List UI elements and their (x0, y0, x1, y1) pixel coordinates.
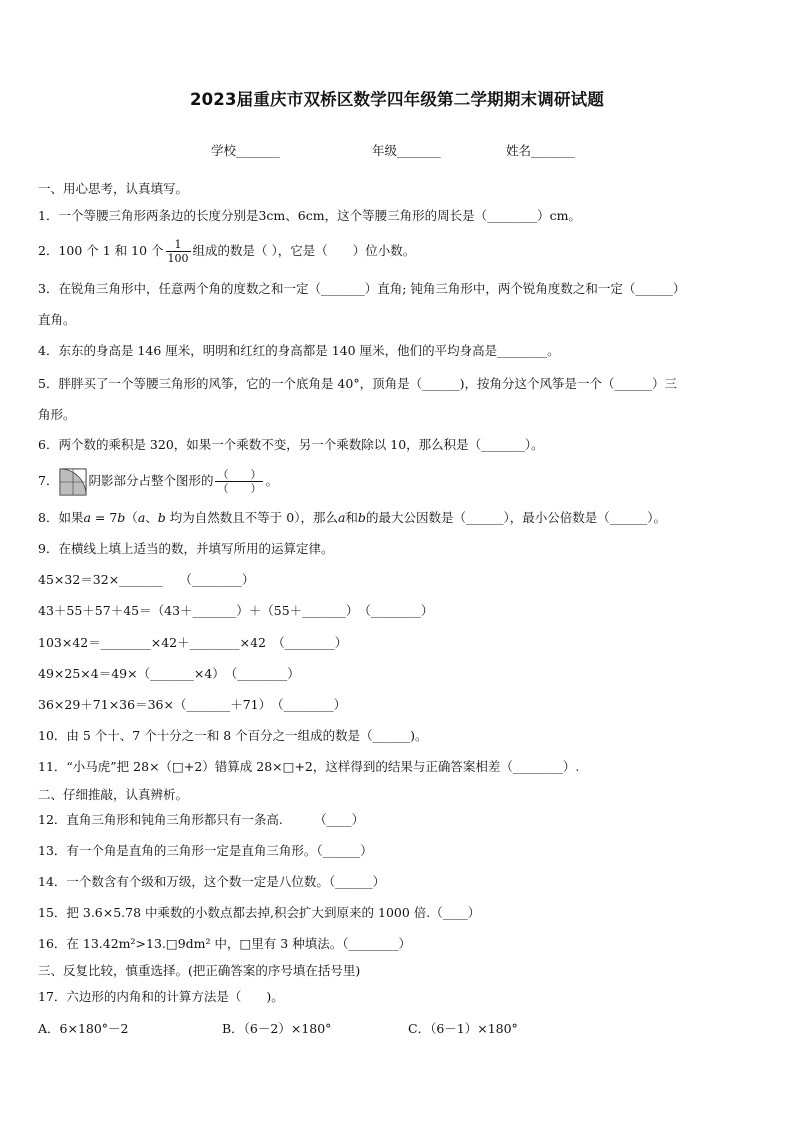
question-7-number: 7． (38, 473, 59, 488)
page-title: 2023届重庆市双桥区数学四年级第二学期期末调研试题 (189, 90, 605, 109)
question-10: 10．由 5 个十、7 个十分之一和 8 个百分之一组成的数是（______)。 (38, 728, 428, 743)
q8-text-4: 均为自然数且不等于 0），那么 (165, 510, 338, 525)
question-14: 14．一个数含有个级和万级，这个数一定是八位数。（______） (38, 874, 386, 889)
question-2-pre: 2．100 个 1 和 10 个 (38, 243, 164, 258)
var-a: a (83, 510, 91, 525)
question-9-item-2: 43＋55＋57＋45＝（43＋_______）＋（55＋_______） （________） (38, 603, 434, 618)
question-17: 17．六边形的内角和的计算方法是（ )。 (38, 989, 284, 1004)
question-9-item-4: 49×25×4＝49×（_______×4） （________） (38, 666, 300, 681)
q8-text-1: 8．如果 (38, 510, 84, 525)
question-5-line-2: 角形。 (38, 407, 76, 422)
question-4: 4．东东的身高是 146 厘米，明明和红红的身高都是 140 厘米，他们的平均身高是________。 (38, 343, 560, 358)
fraction-denominator-blank: （ ） (217, 482, 262, 495)
q8-text-2: （ (125, 510, 138, 525)
question-2 (38, 236, 764, 266)
fraction-numerator-blank: （ ） (217, 468, 262, 481)
question-3-line-2: 直角。 (38, 312, 76, 327)
question-6: 6．两个数的乘积是 320，如果一个乘数不变，另一个乘数除以 10，那么积是（_______）。 (38, 437, 544, 452)
question-15: 15．把 3.6×5.78 中乘数的小数点都去掉,积会扩大到原来的 1000 倍.（____） (38, 905, 481, 920)
section-3-heading: 三、反复比较，慎重选择。(把正确答案的序号填在括号里) (38, 963, 361, 978)
question-7-post: 。 (265, 473, 278, 488)
question-17-option-a: A．6×180°－2 (38, 1021, 129, 1036)
var-a: a (337, 510, 346, 525)
section-1-heading: 一、用心思考，认真填写。 (38, 181, 189, 196)
var-a: a (137, 510, 146, 525)
question-16: 16．在 13.42m²>13.□9dm² 中，□里有 3 种填法。（________） (38, 936, 411, 951)
var-b: b (117, 510, 126, 525)
grade-field: 年级_______ (372, 143, 441, 158)
question-5-line-1: 5．胖胖买了一个等腰三角形的风筝，它的一个底角是 40°，顶角是（______)，按角分这个风筝是一个（______）三 (38, 376, 677, 391)
question-17-option-b: B．（6－2）×180° (222, 1021, 332, 1036)
question-7 (38, 465, 764, 497)
question-9: 9．在横线上填上适当的数，并填写所用的运算定律。 (38, 541, 334, 556)
question-11: 11．“小马虎”把 28×（□+2）错算成 28×□+2，这样得到的结果与正确答案相差（________）. (38, 759, 580, 774)
blank-fraction (215, 468, 263, 495)
question-3-line-1: 3．在锐角三角形中，任意两个角的度数之和一定（_______）直角; 钝角三角形中，两个锐角度数之和一定（______） (38, 281, 686, 296)
question-12: 12．直角三角形和钝角三角形都只有一条高. （____） (38, 812, 365, 827)
question-9-item-3: 103×42＝________×42＋________×42 （________） (38, 635, 348, 650)
fraction-numerator: 1 (174, 238, 182, 251)
var-b: b (157, 510, 166, 525)
question-2-post: 组成的数是（ ），它是（ ）位小数。 (192, 243, 416, 258)
question-9-item-5: 36×29＋71×36＝36×（_______＋71） （________） (38, 697, 347, 712)
name-field: 姓名_______ (506, 143, 575, 158)
question-8 (38, 509, 764, 527)
question-9-item-1: 45×32＝32×_______ （________） (38, 572, 255, 587)
section-2-heading: 二、仔细推敲，认真辨析。 (38, 787, 189, 802)
school-field: 学校_______ (211, 143, 280, 158)
fraction-denominator: 100 (167, 252, 189, 265)
q8-text-6: 的最大公因数是（______），最小公倍数是（______）。 (365, 510, 666, 525)
question-1: 1．一个等腰三角形两条边的长度分别是3cm、6cm，这个等腰三角形的周长是（________）cm。 (38, 208, 581, 223)
question-7-text: 阴影部分占整个图形的 (88, 473, 214, 488)
question-13: 13．有一个角是直角的三角形一定是直角三角形。（______） (38, 843, 373, 858)
shaded-square-figure (59, 468, 87, 496)
question-17-option-c: C．（6－1）×180° (408, 1021, 518, 1036)
var-b: b (357, 510, 366, 525)
q8-text-3: 、 (145, 510, 158, 525)
q8-text-5: 和 (345, 510, 358, 525)
q8-equals: = 7 (90, 510, 118, 525)
fraction-1-100 (166, 238, 191, 265)
